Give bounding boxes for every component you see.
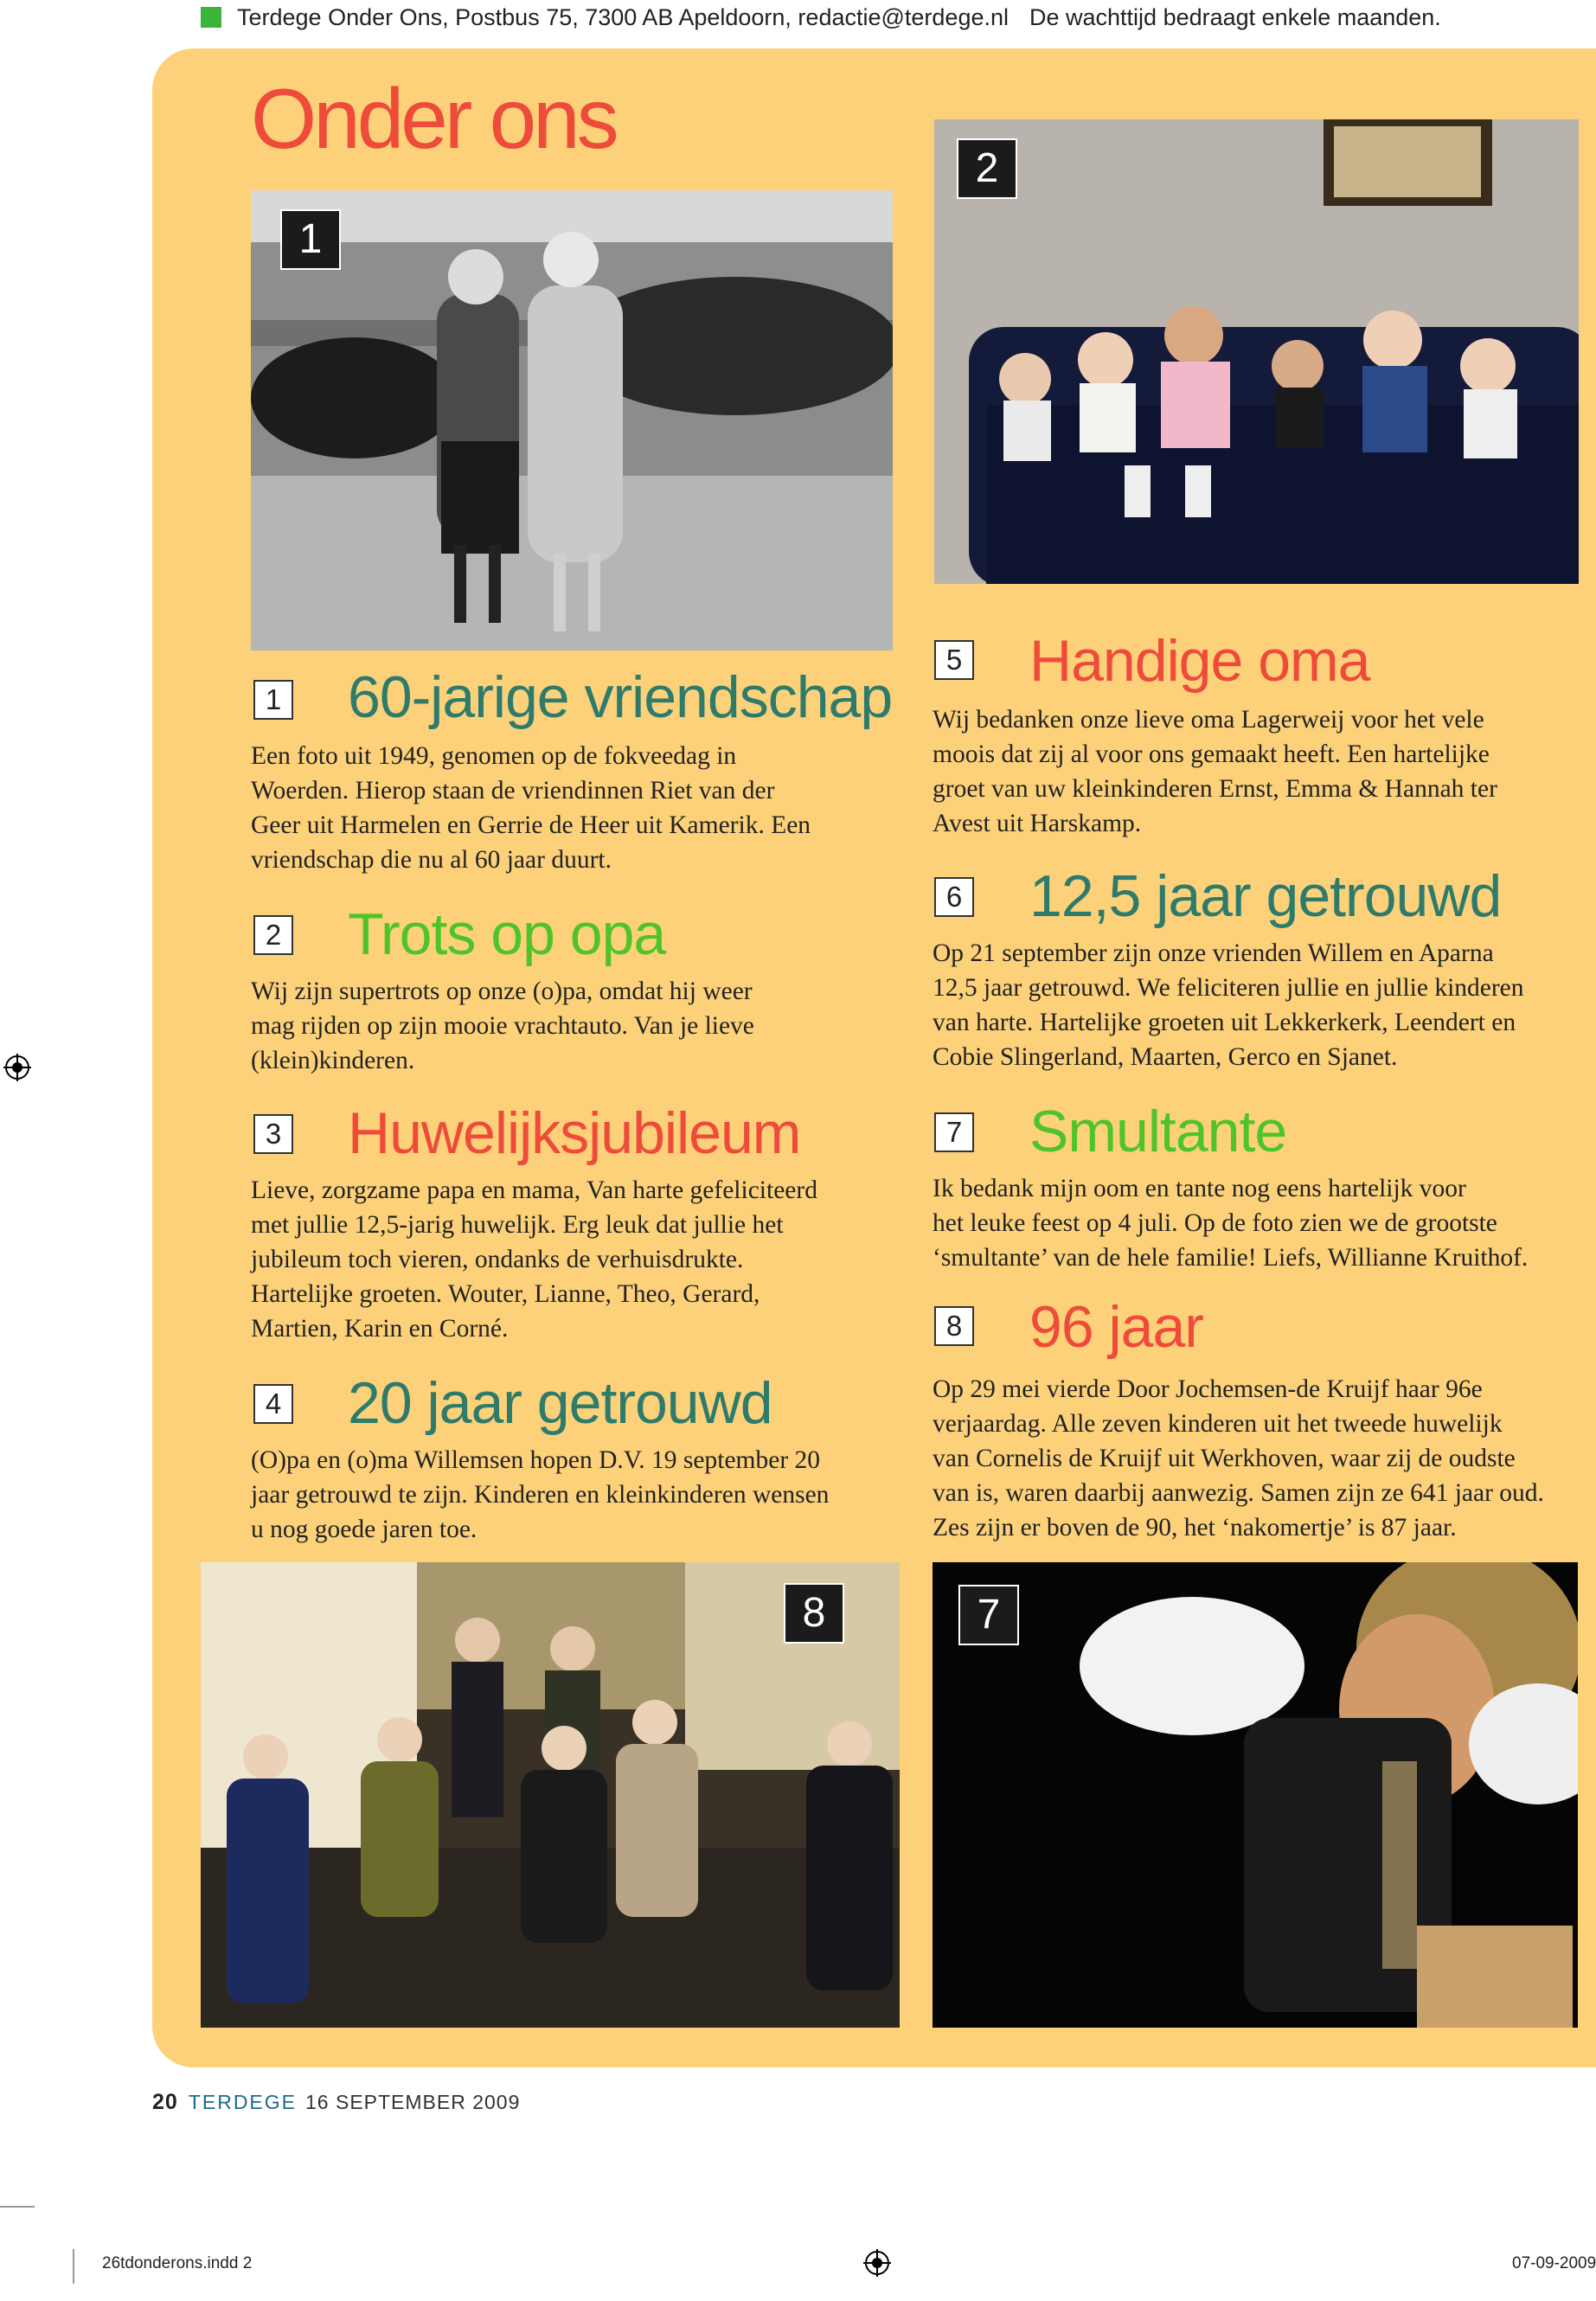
article-2-body: Wij zijn supertrots op onze (o)pa, omdat hij weer mag rijden op zijn mooie vrachtauto. Van je lieve (klein)kinderen. <box>251 977 754 1074</box>
waiting-time-notice: De wachttijd bedraagt enkele maanden. <box>1029 3 1441 30</box>
green-square-icon <box>201 7 221 28</box>
article-8-title: 96 jaar <box>1029 1294 1203 1360</box>
submission-address: Terdege Onder Ons, Postbus 75, 7300 AB Apeldoorn, redactie@terdege.nl <box>237 3 1009 30</box>
article-7-number: 7 <box>934 1112 974 1152</box>
article-1-body: Een foto uit 1949, genomen op de fokveedag in Woerden. Hierop staan de vriendinnen Riet van der Geer uit Harmelen en Gerrie de Heer uit Kamerik. Een vriendschap die nu al 60 jaar duurt. <box>251 742 811 874</box>
crop-mark-left <box>0 2206 35 2208</box>
article-7-title: Smultante <box>1029 1099 1287 1164</box>
page-footer <box>152 2090 520 2115</box>
registration-mark-icon <box>863 2249 891 2277</box>
article-6-number: 6 <box>934 877 974 917</box>
slug-date: 07-09-2009 <box>1512 2254 1596 2272</box>
article-1-title: 60-jarige vriendschap <box>348 664 893 730</box>
article-5-title: Handige oma <box>1029 628 1370 694</box>
issue-date: 16 SEPTEMBER 2009 <box>305 2091 521 2113</box>
photo-2-grandchildren-sofa <box>934 119 1579 584</box>
article-6-title: 12,5 jaar getrouwd <box>1029 863 1502 929</box>
slug-filename: 26tdonderons.indd 2 <box>102 2254 253 2272</box>
photo-1-label: 1 <box>280 209 341 270</box>
article-7-body: Ik bedank mijn oom en tante nog eens hartelijk voor het leuke feest op 4 juli. Op de foto zien we de grootste ‘smultante’ van de hele familie! Liefs, Willianne Kruithof. <box>933 1175 1529 1272</box>
article-4-body: (O)pa en (o)ma Willemsen hopen D.V. 19 september 20 jaar getrouwd te zijn. Kinderen en kleinkinderen wensen u nog goede jaren toe. <box>251 1446 830 1543</box>
article-8-body: Op 29 mei vierde Door Jochemsen-de Kruijf haar 96e verjaardag. Alle zeven kinderen uit het tweede huwelijk van Cornelis de Kruijf uit Werkhoven, waar zij de oudste van is, waren daarbij aanwezig. Samen zijn ze 641 jaar oud. Zes zijn er boven de 90, het ‘nakomertje’ is 87 jaar. <box>933 1375 1544 1541</box>
article-8-number: 8 <box>934 1306 974 1346</box>
article-3-title: Huwelijksjubileum <box>348 1100 801 1166</box>
page-title: Onder ons <box>251 71 616 166</box>
article-4-number: 4 <box>253 1384 293 1424</box>
photo-7-smultante <box>933 1562 1578 2028</box>
photo-7-label: 7 <box>958 1585 1019 1645</box>
magazine-name: TERDEGE <box>188 2091 297 2113</box>
registration-mark-icon <box>3 1054 31 1081</box>
article-2-number: 2 <box>253 915 293 955</box>
article-6-body: Op 21 september zijn onze vrienden Willem en Aparna 12,5 jaar getrouwd. We feliciteren jullie en jullie kinderen van harte. Hartelijke groeten uit Lekkerkerk, Leendert en Cobie Slingerland, Maarten, Gerco en Sjanet. <box>933 939 1524 1071</box>
article-4-title: 20 jaar getrouwd <box>348 1370 772 1436</box>
article-2-title: Trots op opa <box>348 901 666 967</box>
article-5-body: Wij bedanken onze lieve oma Lagerweij voor het vele moois dat zij al voor ons gemaakt heeft. Een hartelijke groet van uw kleinkinderen Ernst, Emma & Hannah ter Avest uit Harskamp. <box>933 706 1497 837</box>
photo-1-friends-1949 <box>251 190 893 651</box>
article-1-number: 1 <box>253 680 293 720</box>
photo-2-label: 2 <box>957 138 1017 199</box>
crop-mark-bottom <box>73 2249 74 2284</box>
photo-8-label: 8 <box>784 1583 844 1644</box>
article-3-body: Lieve, zorgzame papa en mama, Van harte gefeliciteerd met jullie 12,5-jarig huwelijk. Erg leuk dat jullie het jubileum toch vieren, ondanks de verhuisdrukte. Hartelijke groeten. Wouter, Lianne, Theo, Gerard, Martien, Karin en Corné. <box>251 1176 817 1343</box>
page-number: 20 <box>152 2090 178 2114</box>
article-5-number: 5 <box>934 640 974 680</box>
article-3-number: 3 <box>253 1114 293 1154</box>
submission-info-bar <box>201 0 1441 35</box>
